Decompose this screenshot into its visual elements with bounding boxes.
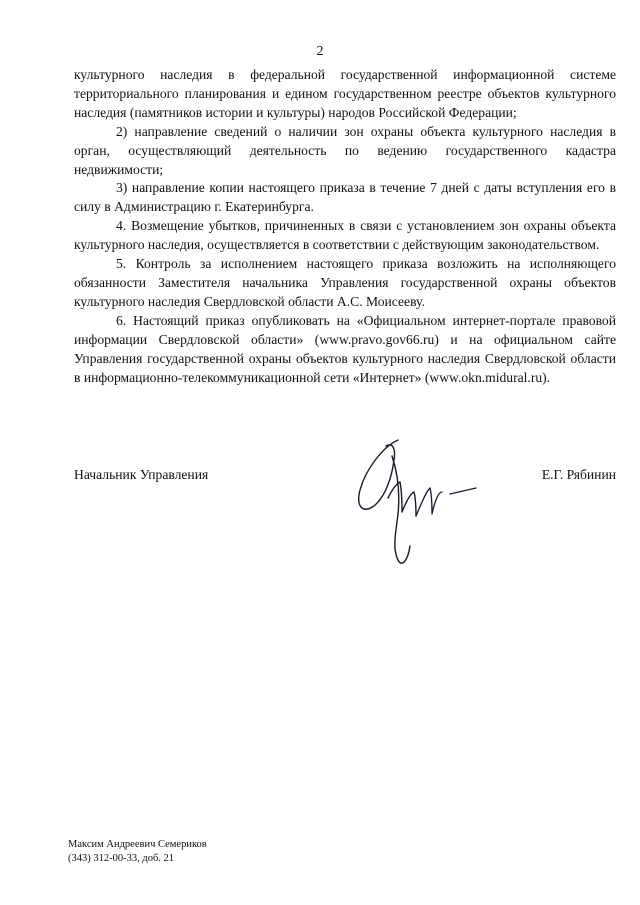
page-number: 2 [316, 44, 324, 59]
executor-phone: (343) 312-00-33, доб. 21 [68, 853, 175, 864]
paragraph-item-2: 2) направление сведений о наличии зон охраны объекта культурного наследия в орган, осуществляющий деятельность по ведению государственного кадастра недвижимости; [74, 123, 616, 177]
paragraph-point-6: 6. Настоящий приказ опубликовать на «Официальном интернет-портале правовой информации Свердловской области» (www.pravo.gov66.ru) и на официальном сайте Управления государственной охраны объектов культурного наследия Свердловской области в информационно-телекоммуникационной сети «Интернет» (www.okn.midural.ru). [74, 312, 616, 385]
signatory-title: Начальник Управления [74, 467, 209, 482]
handwritten-signature [352, 432, 482, 582]
document-body [74, 66, 616, 387]
paragraph-point-4: 4. Возмещение убытков, причиненных в связи с установлением зон охраны объекта культурного наследия, осуществляется в соответствии с действующим законодательством. [74, 218, 616, 253]
signatory-name: Е.Г. Рябинин [541, 467, 616, 482]
paragraph-continuation: культурного наследия в федеральной государственной информационной системе территориального планирования и едином государственном реестре объектов культурного наследия (памятников истории и культуры) народов Российской Федерации; [74, 67, 616, 120]
executor-footer [68, 838, 207, 866]
paragraph-point-5: 5. Контроль за исполнением настоящего приказа возложить на исполняющего обязанности Заместителя начальника Управления государственной охраны объектов культурного наследия Свердловской области А.С. Моисееву. [74, 256, 616, 309]
paragraph-item-3: 3) направление копии настоящего приказа в течение 7 дней с даты вступления его в силу в Администрацию г. Екатеринбурга. [74, 180, 616, 215]
executor-name: Максим Андреевич Семериков [68, 839, 207, 850]
signature-row [74, 467, 616, 487]
